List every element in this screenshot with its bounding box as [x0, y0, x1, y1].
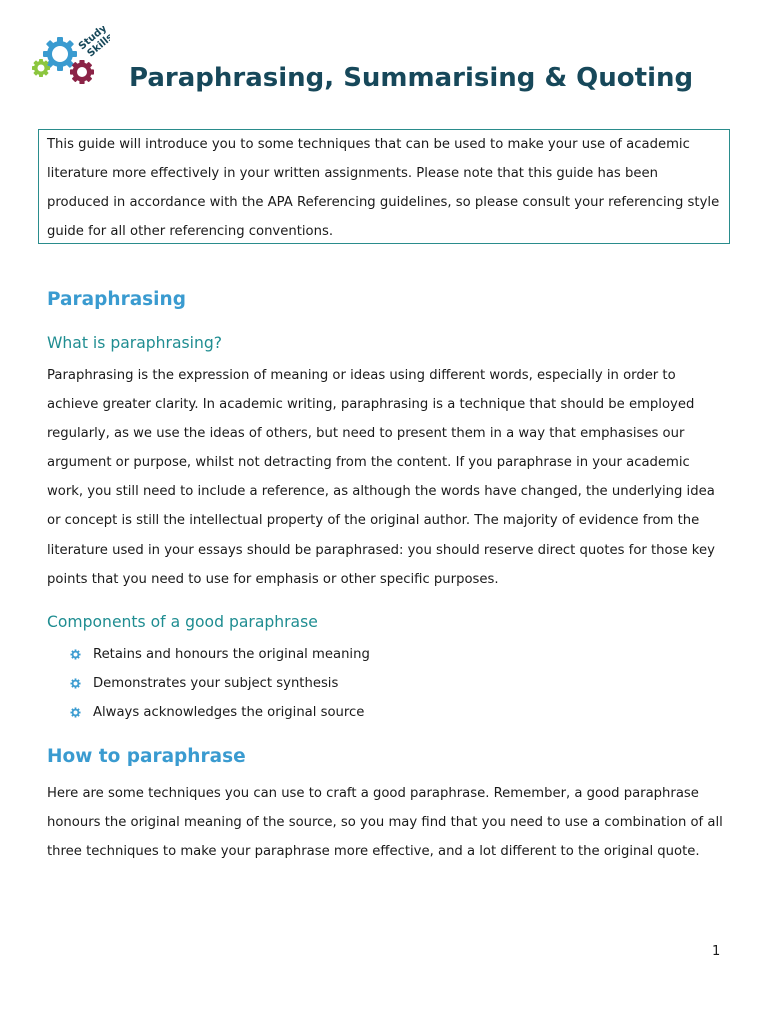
what-is-paraphrasing-body: Paraphrasing is the expression of meaning or ideas using different words, especially in order to achieve greater clarity. In academic writing, paraphrasing is a technique that should be employed regularly, as we use the ideas of others, but need to present them in a way that emphasises our argument or purpose, whilst not detracting from the content. If you paraphrase in your academic work, you still need to include a reference, as although the words have changed, the underlying idea or concept is still the intellectual property of the original author. The majority of evidence from the literature used in your essays should be paraphrased: you should reserve direct quotes for those key points that you need to use for emphasis or other specific purposes.: [47, 368, 715, 587]
intro-text: This guide will introduce you to some techniques that can be used to make your use of academic literature more effectively in your written assignments. Please note that this guide has been produced in accordance with the APA Referencing guidelines, so please consult your referencing style guide for all other referencing conventions.: [47, 137, 720, 239]
page-title: Paraphrasing, Summarising & Quoting: [129, 63, 694, 93]
components-heading: Components of a good paraphrase: [47, 613, 318, 631]
logo-text-line2: Skills: [85, 31, 110, 60]
paraphrasing-heading: Paraphrasing: [47, 289, 186, 310]
gear-bullet-icon: [70, 707, 81, 718]
logo-text-line1: Study: [76, 26, 110, 53]
list-item: [70, 640, 370, 669]
list-item-text: Retains and honours the original meaning: [93, 647, 370, 662]
components-list: [70, 640, 370, 728]
list-item: [70, 669, 370, 698]
gears-logo-icon: [24, 26, 110, 92]
list-item-text: Always acknowledges the original source: [93, 705, 365, 721]
list-item: [70, 698, 370, 727]
gear-bullet-icon: [70, 649, 81, 660]
page-number: 1: [712, 944, 721, 959]
how-to-paraphrase-heading: How to paraphrase: [47, 746, 246, 767]
intro-box: [38, 129, 730, 244]
how-to-paraphrase-body: Here are some techniques you can use to craft a good paraphrase. Remember, a good paraphrase honours the original meaning of the source, so you may find that you need to use a combination of all three techniques to make your paraphrase more effective, and a lot different to the original quote.: [47, 786, 723, 860]
study-skills-logo: [24, 26, 110, 92]
what-is-paraphrasing-heading: What is paraphrasing?: [47, 334, 223, 352]
gear-bullet-icon: [70, 678, 81, 689]
list-item-text: Demonstrates your subject synthesis: [93, 676, 339, 692]
